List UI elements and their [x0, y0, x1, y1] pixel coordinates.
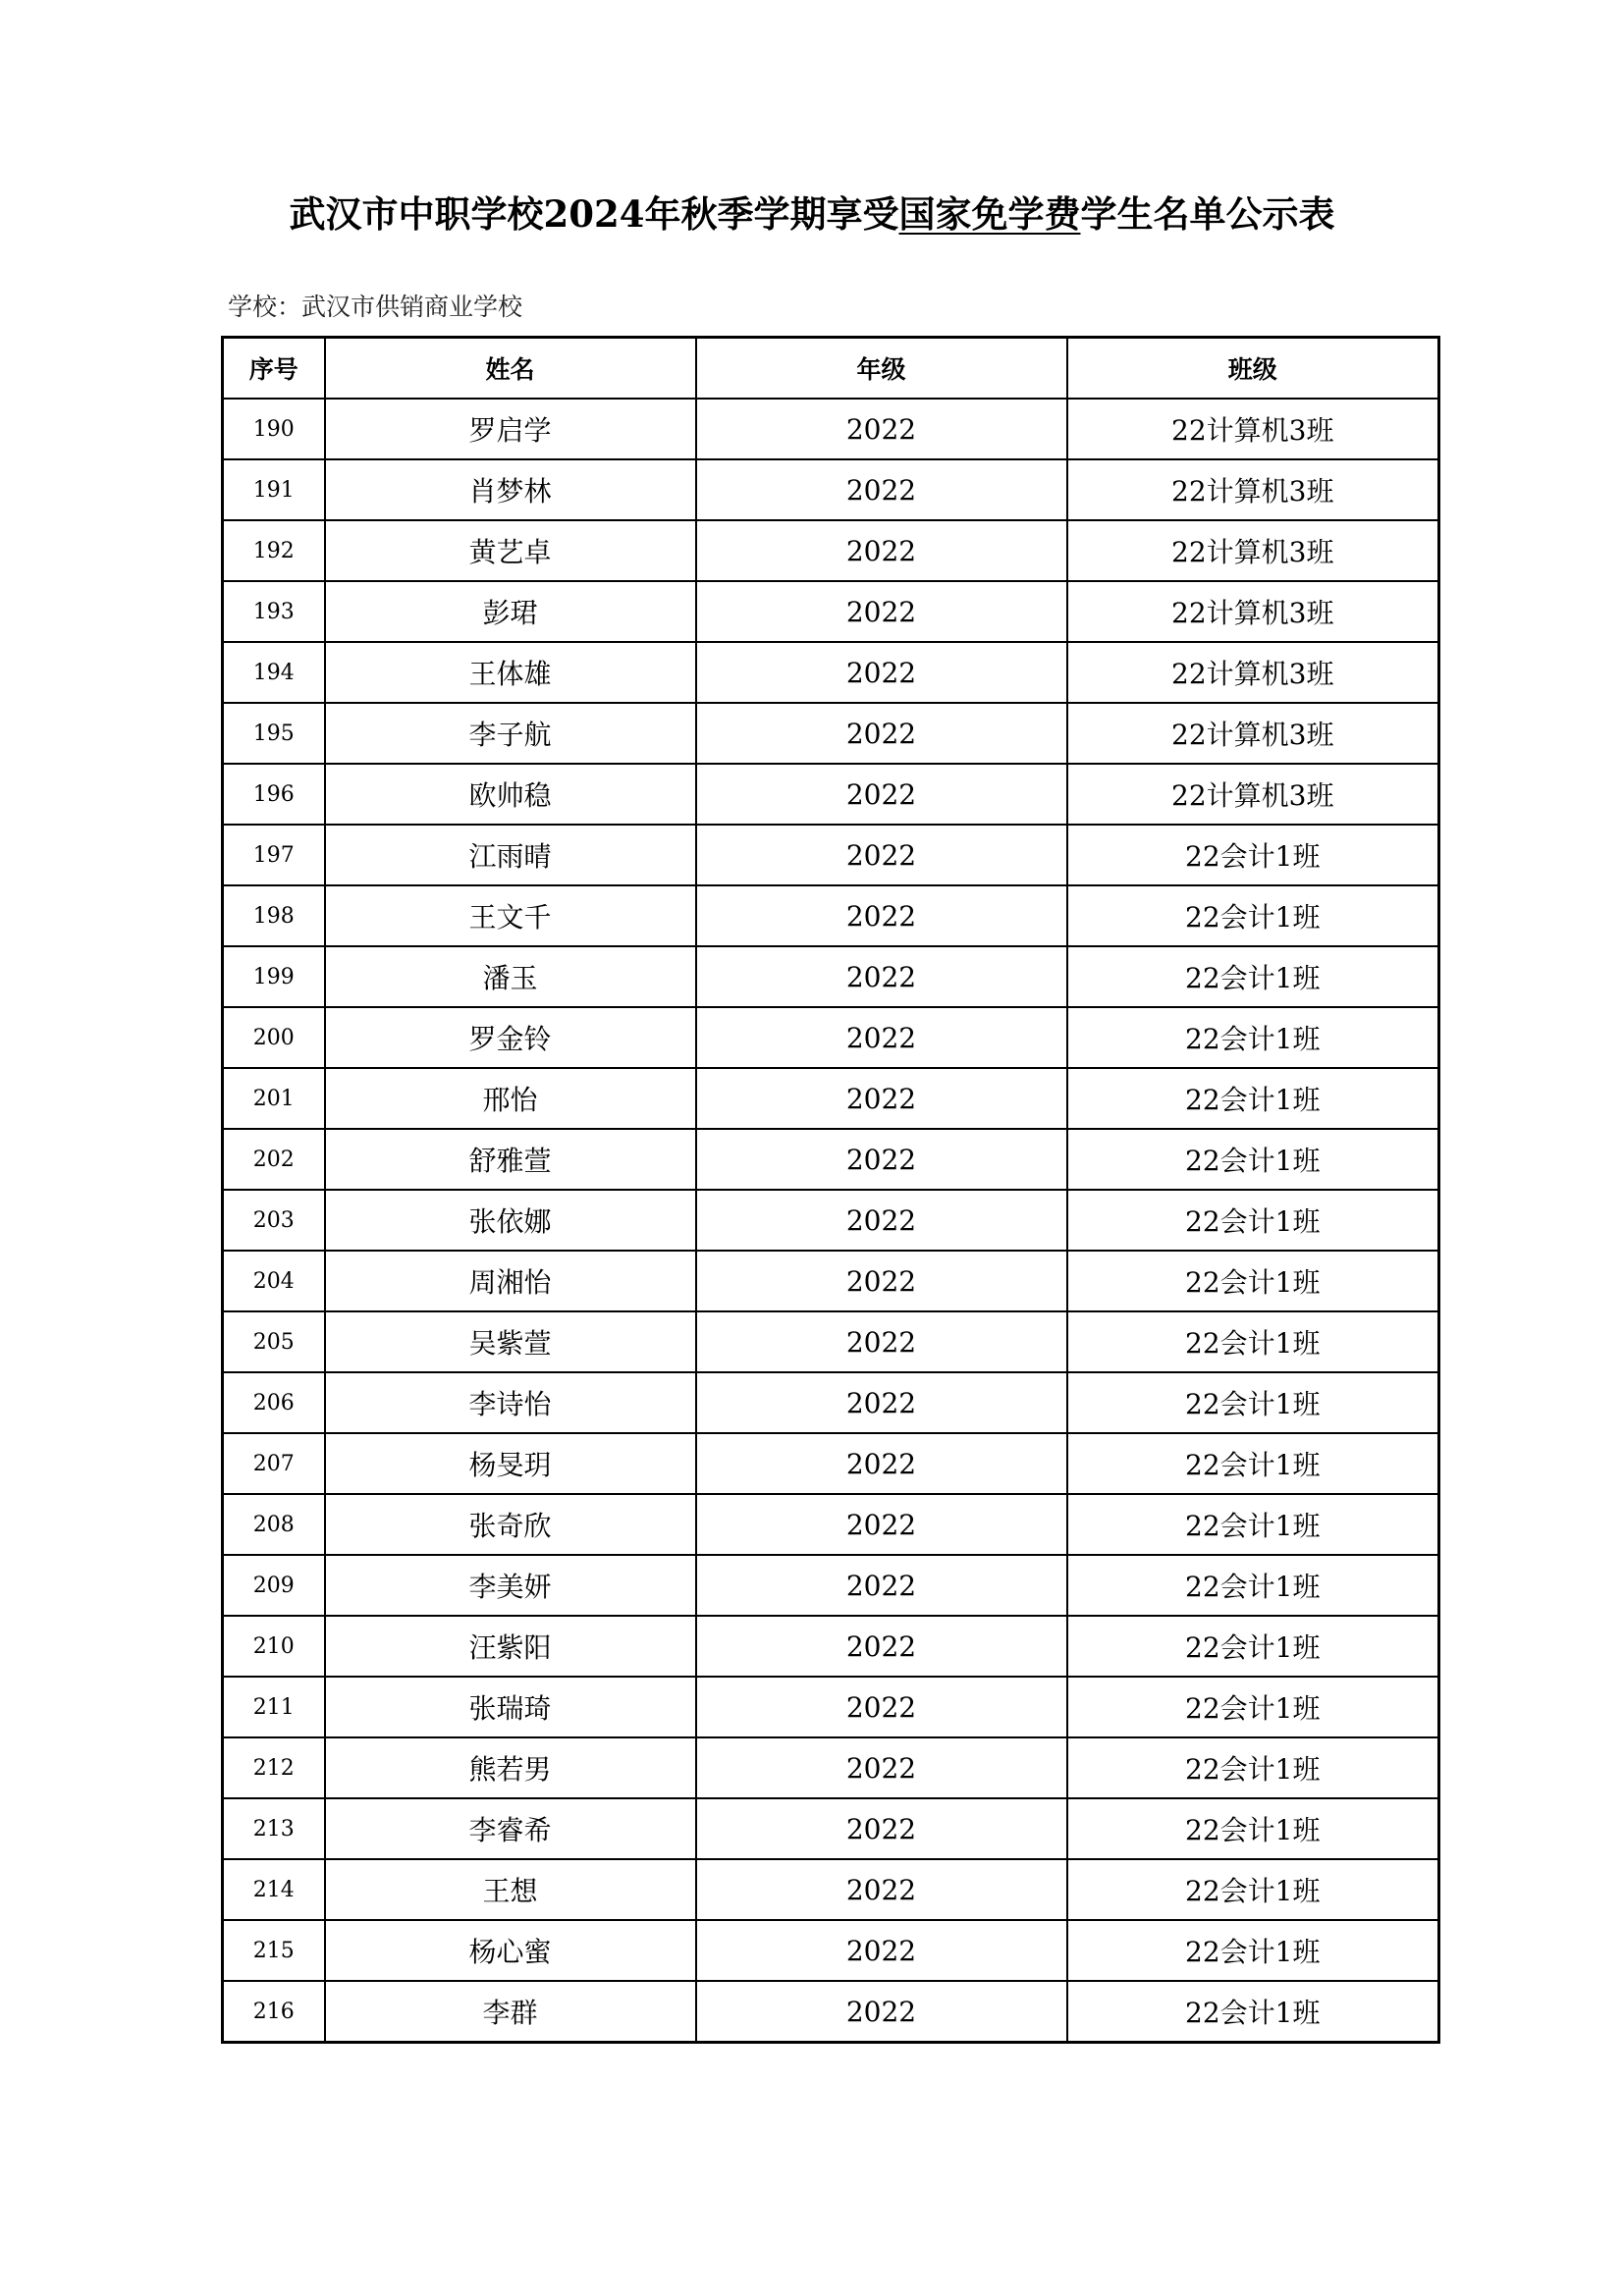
cell-seq: 207 — [223, 1433, 325, 1494]
cell-seq: 216 — [223, 1981, 325, 2043]
cell-class: 22会计1班 — [1067, 1007, 1439, 1068]
cell-seq: 200 — [223, 1007, 325, 1068]
cell-name: 罗启学 — [325, 399, 696, 459]
cell-grade: 2022 — [696, 581, 1067, 642]
title-policy: 国家免学费 — [898, 192, 1081, 236]
cell-seq: 202 — [223, 1129, 325, 1190]
table-body — [223, 399, 1439, 2043]
cell-name: 张奇欣 — [325, 1494, 696, 1555]
cell-class: 22计算机3班 — [1067, 399, 1439, 459]
cell-name: 汪紫阳 — [325, 1616, 696, 1677]
cell-name: 王文千 — [325, 885, 696, 946]
table-row — [223, 1555, 1439, 1616]
header-name: 姓名 — [325, 338, 696, 400]
cell-class: 22计算机3班 — [1067, 520, 1439, 581]
table-row — [223, 459, 1439, 520]
cell-name: 彭珺 — [325, 581, 696, 642]
cell-grade: 2022 — [696, 1311, 1067, 1372]
cell-grade: 2022 — [696, 1433, 1067, 1494]
cell-grade: 2022 — [696, 764, 1067, 825]
cell-seq: 190 — [223, 399, 325, 459]
cell-class: 22会计1班 — [1067, 825, 1439, 885]
cell-seq: 198 — [223, 885, 325, 946]
cell-seq: 211 — [223, 1677, 325, 1737]
cell-grade: 2022 — [696, 1798, 1067, 1859]
cell-class: 22会计1班 — [1067, 1251, 1439, 1311]
cell-class: 22会计1班 — [1067, 1311, 1439, 1372]
header-seq: 序号 — [223, 338, 325, 400]
school-name: 武汉市供销商业学校 — [301, 293, 523, 321]
cell-name: 张瑞琦 — [325, 1677, 696, 1737]
cell-name: 罗金铃 — [325, 1007, 696, 1068]
cell-seq: 194 — [223, 642, 325, 703]
cell-name: 李诗怡 — [325, 1372, 696, 1433]
cell-name: 舒雅萱 — [325, 1129, 696, 1190]
cell-name: 李群 — [325, 1981, 696, 2043]
cell-name: 周湘怡 — [325, 1251, 696, 1311]
cell-grade: 2022 — [696, 1616, 1067, 1677]
cell-class: 22会计1班 — [1067, 1859, 1439, 1920]
table-row — [223, 1311, 1439, 1372]
cell-seq: 196 — [223, 764, 325, 825]
cell-class: 22会计1班 — [1067, 1433, 1439, 1494]
table-row — [223, 1433, 1439, 1494]
table-row — [223, 520, 1439, 581]
table-row — [223, 1068, 1439, 1129]
header-class: 班级 — [1067, 338, 1439, 400]
cell-grade: 2022 — [696, 1920, 1067, 1981]
cell-grade: 2022 — [696, 1251, 1067, 1311]
cell-name: 杨旻玥 — [325, 1433, 696, 1494]
cell-class: 22会计1班 — [1067, 1068, 1439, 1129]
cell-class: 22会计1班 — [1067, 1190, 1439, 1251]
table-row — [223, 1798, 1439, 1859]
cell-name: 邢怡 — [325, 1068, 696, 1129]
title-prefix: 武汉市中职学校2024年秋季学期享受 — [289, 192, 899, 236]
cell-name: 潘玉 — [325, 946, 696, 1007]
student-roster-table — [221, 336, 1440, 2044]
cell-seq: 193 — [223, 581, 325, 642]
cell-grade: 2022 — [696, 1859, 1067, 1920]
cell-grade: 2022 — [696, 520, 1067, 581]
table-row — [223, 885, 1439, 946]
cell-class: 22会计1班 — [1067, 1555, 1439, 1616]
table-row — [223, 1677, 1439, 1737]
cell-name: 杨心蜜 — [325, 1920, 696, 1981]
cell-seq: 213 — [223, 1798, 325, 1859]
cell-class: 22计算机3班 — [1067, 642, 1439, 703]
table-row — [223, 1007, 1439, 1068]
cell-seq: 214 — [223, 1859, 325, 1920]
cell-name: 李睿希 — [325, 1798, 696, 1859]
cell-grade: 2022 — [696, 1372, 1067, 1433]
header-grade: 年级 — [696, 338, 1067, 400]
cell-grade: 2022 — [696, 1737, 1067, 1798]
cell-name: 熊若男 — [325, 1737, 696, 1798]
cell-seq: 191 — [223, 459, 325, 520]
table-row — [223, 1190, 1439, 1251]
table-row — [223, 1616, 1439, 1677]
cell-class: 22会计1班 — [1067, 1920, 1439, 1981]
cell-grade: 2022 — [696, 1677, 1067, 1737]
cell-seq: 192 — [223, 520, 325, 581]
cell-seq: 205 — [223, 1311, 325, 1372]
table-row — [223, 703, 1439, 764]
school-label: 学校： — [228, 293, 302, 321]
table-row — [223, 946, 1439, 1007]
table-row — [223, 1920, 1439, 1981]
cell-name: 王想 — [325, 1859, 696, 1920]
cell-grade: 2022 — [696, 1190, 1067, 1251]
cell-name: 张依娜 — [325, 1190, 696, 1251]
cell-name: 李子航 — [325, 703, 696, 764]
cell-class: 22会计1班 — [1067, 1494, 1439, 1555]
cell-seq: 210 — [223, 1616, 325, 1677]
cell-class: 22会计1班 — [1067, 1798, 1439, 1859]
cell-name: 黄艺卓 — [325, 520, 696, 581]
cell-seq: 197 — [223, 825, 325, 885]
table-row — [223, 1737, 1439, 1798]
cell-seq: 212 — [223, 1737, 325, 1798]
cell-class: 22会计1班 — [1067, 1616, 1439, 1677]
cell-seq: 215 — [223, 1920, 325, 1981]
cell-grade: 2022 — [696, 1007, 1067, 1068]
table-row — [223, 1251, 1439, 1311]
table-row — [223, 399, 1439, 459]
table-row — [223, 1981, 1439, 2043]
cell-seq: 206 — [223, 1372, 325, 1433]
cell-name: 欧帅稳 — [325, 764, 696, 825]
cell-grade: 2022 — [696, 642, 1067, 703]
cell-seq: 203 — [223, 1190, 325, 1251]
cell-grade: 2022 — [696, 946, 1067, 1007]
cell-name: 李美妍 — [325, 1555, 696, 1616]
table-row — [223, 642, 1439, 703]
cell-class: 22会计1班 — [1067, 1981, 1439, 2043]
cell-class: 22计算机3班 — [1067, 459, 1439, 520]
cell-name: 吴紫萱 — [325, 1311, 696, 1372]
cell-class: 22会计1班 — [1067, 1737, 1439, 1798]
table-row — [223, 825, 1439, 885]
table-row — [223, 764, 1439, 825]
cell-class: 22计算机3班 — [1067, 703, 1439, 764]
cell-seq: 208 — [223, 1494, 325, 1555]
cell-grade: 2022 — [696, 1068, 1067, 1129]
table-row — [223, 1859, 1439, 1920]
table-row — [223, 581, 1439, 642]
school-line — [228, 288, 522, 323]
cell-grade: 2022 — [696, 825, 1067, 885]
cell-class: 22计算机3班 — [1067, 581, 1439, 642]
cell-grade: 2022 — [696, 1981, 1067, 2043]
title-suffix: 学生名单公示表 — [1080, 192, 1335, 236]
table-row — [223, 1372, 1439, 1433]
table-row — [223, 1494, 1439, 1555]
table-row — [223, 1129, 1439, 1190]
cell-grade: 2022 — [696, 1494, 1067, 1555]
page-title — [0, 185, 1624, 238]
cell-grade: 2022 — [696, 703, 1067, 764]
cell-name: 肖梦林 — [325, 459, 696, 520]
cell-class: 22会计1班 — [1067, 946, 1439, 1007]
cell-class: 22会计1班 — [1067, 885, 1439, 946]
cell-grade: 2022 — [696, 885, 1067, 946]
cell-name: 江雨晴 — [325, 825, 696, 885]
table-header-row — [223, 338, 1439, 400]
cell-class: 22会计1班 — [1067, 1129, 1439, 1190]
cell-seq: 209 — [223, 1555, 325, 1616]
cell-class: 22会计1班 — [1067, 1372, 1439, 1433]
cell-class: 22会计1班 — [1067, 1677, 1439, 1737]
cell-grade: 2022 — [696, 1129, 1067, 1190]
cell-class: 22计算机3班 — [1067, 764, 1439, 825]
cell-grade: 2022 — [696, 399, 1067, 459]
cell-grade: 2022 — [696, 1555, 1067, 1616]
cell-seq: 201 — [223, 1068, 325, 1129]
cell-seq: 204 — [223, 1251, 325, 1311]
cell-grade: 2022 — [696, 459, 1067, 520]
cell-seq: 199 — [223, 946, 325, 1007]
cell-seq: 195 — [223, 703, 325, 764]
cell-name: 王体雄 — [325, 642, 696, 703]
